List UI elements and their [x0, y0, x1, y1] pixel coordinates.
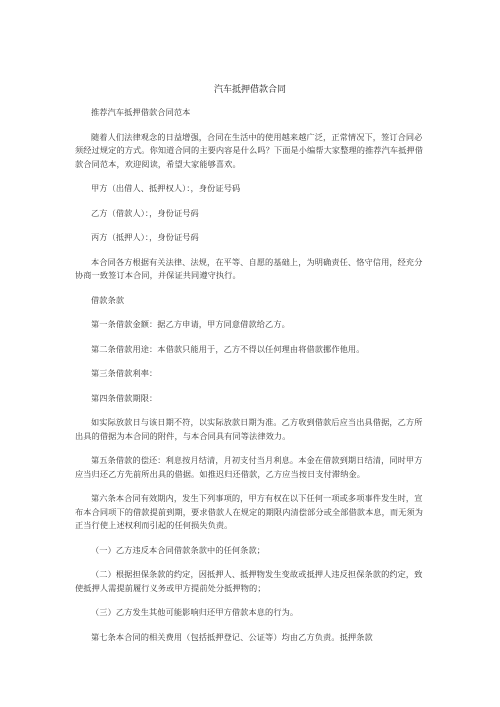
paragraph: 本合同各方根据有关法律、法规，在平等、自愿的基础上，为明确责任、恪守信用，经充分协商一致签订本合同，并保证共同遵守执行。 — [75, 256, 423, 280]
paragraph: 甲方（出借人、抵押权人）：，身份证号码 — [91, 183, 241, 193]
paragraph: （一）乙方违反本合同借款条款中的任何条款； — [91, 544, 266, 555]
paragraph: 随着人们法律观念的日益增强，合同在生活中的使用越来越广泛，正常情况下，签订合同必须经过规定的方式。你知道合同的主要内容是什么吗？下面是小编帮大家整理的推荐汽车抵押借款合同范本，欢迎阅读，希望大家能够喜欢。 — [75, 131, 424, 169]
paragraph: 第一条借款金额：据乙方申请，甲方同意借款给乙方。 — [91, 319, 290, 329]
paragraph: 丙方（抵押人）：，身份证号码 — [91, 232, 199, 242]
paragraph: （二）根据担保条款的约定，因抵押人、抵押物发生变故或抵押人违反担保条款的约定，致使抵押人需提前履行义务或甲方提前处分抵押物的； — [75, 569, 423, 593]
document-body — [75, 106, 427, 655]
paragraph: （三）乙方发生其他可能影响归还甲方借款本息的行为。 — [91, 607, 299, 617]
paragraph: 推荐汽车抵押借款合同范本 — [91, 107, 191, 117]
paragraph: 第三条借款利率： — [91, 368, 158, 378]
paragraph: 如实际放款日与该日期不符，以实际放款日期为准。乙方收到借款后应当出具借据，乙方所出具的借据为本合同的附件，与本合同具有同等法律效力。 — [75, 417, 423, 441]
paragraph: 第五条借款的偿还：利息按月结清，月初支付当月利息。本金在借款到期日结清，同时甲方应当归还乙方先前所出具的借据。如推迟归还借款，乙方应当按日支付滞纳金。 — [75, 455, 423, 479]
paragraph: 第四条借款期限： — [91, 392, 158, 403]
paragraph: 第二条借款用途：本借款只能用于，乙方不得以任何理由将借款挪作他用。 — [91, 343, 365, 354]
paragraph: 借款条款 — [91, 294, 125, 305]
document-title: 汽车抵押借款合同 — [213, 85, 286, 95]
paragraph: 第六条本合同有效期内，发生下列事项的，甲方有权在以下任何一项或多项事件发生时，宣布本合同项下的借款提前到期，要求借款人在规定的期限内清偿部分或全部借款本息，而无须为正当行使上述权利而引起的任何损失负责。 — [75, 493, 424, 530]
paragraph: 乙方（借款人）：，身份证号码 — [91, 207, 199, 218]
paragraph: 第七条本合同的相关费用（包括抵押登记、公证等）均由乙方负责。抵押条款 — [91, 631, 373, 642]
